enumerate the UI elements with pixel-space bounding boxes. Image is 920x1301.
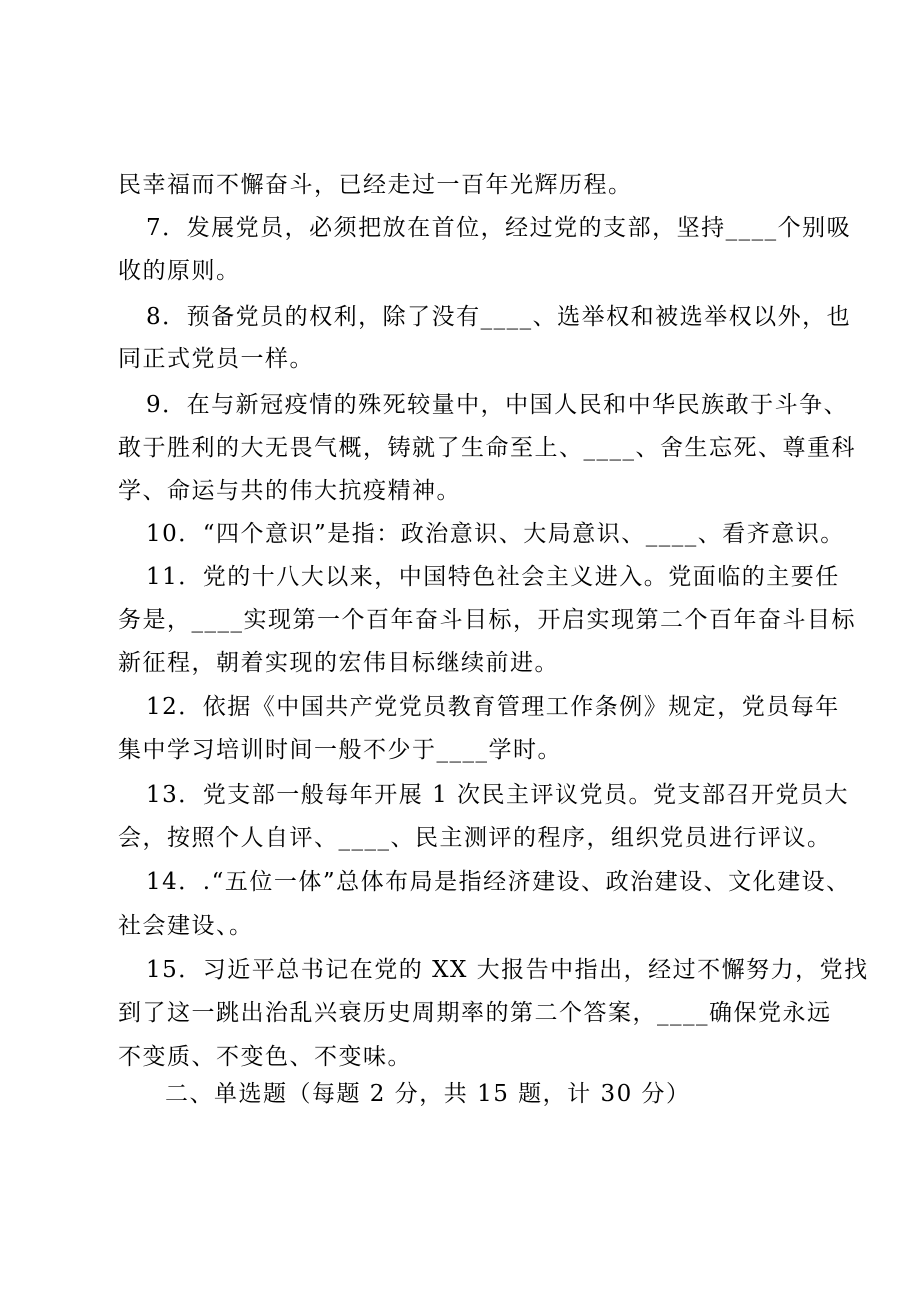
question-10-line-1: 10．“四个意识”是指：政治意识、大局意识、____、看齐意识。 <box>146 521 845 547</box>
question-9-line-1: 9．在与新冠疫情的殊死较量中，中国人民和中华民族敢于斗争、 <box>146 392 849 418</box>
text-line-1: 民幸福而不懈奋斗，已经走过一百年光辉历程。 <box>118 172 633 198</box>
question-11-line-3: 新征程，朝着实现的宏伟目标继续前进。 <box>118 650 559 676</box>
question-15-line-1: 15．习近平总书记在党的 XX 大报告中指出，经过不懈努力，党找 <box>146 957 869 983</box>
question-12-line-1: 12．依据《中国共产党党员教育管理工作条例》规定，党员每年 <box>146 694 840 720</box>
question-7-line-2: 收的原则。 <box>118 258 241 284</box>
question-11-line-2: 务是，____实现第一个百年奋斗目标，开启实现第二个百年奋斗目标 <box>118 607 856 633</box>
question-13-line-2: 会，按照个人自评、____、民主测评的程序，组织党员进行评议。 <box>118 825 832 851</box>
question-8-line-1: 8．预备党员的权利，除了没有____、选举权和被选举权以外，也 <box>146 304 852 330</box>
question-9-line-2: 敢于胜利的大无畏气概，铸就了生命至上、____、舍生忘死、尊重科 <box>118 435 856 461</box>
question-12-line-2: 集中学习培训时间一般不少于____学时。 <box>118 737 562 763</box>
question-14-line-2: 社会建设、。 <box>118 913 254 939</box>
question-15-line-2: 到了这一跳出治乱兴衰历史周期率的第二个答案，____确保党永远 <box>118 1000 832 1026</box>
question-7-line-1: 7．发展党员，必须把放在首位，经过党的支部，坚持____个别吸 <box>146 215 852 241</box>
question-14-line-1: 14．.“五位一体”总体布局是指经济建设、政治建设、文化建设、 <box>146 869 851 895</box>
section-heading-single-choice: 二、单选题（每题 2 分，共 15 题，计 30 分） <box>165 1081 691 1107</box>
question-9-line-3: 学、命运与共的伟大抗疫精神。 <box>118 478 461 504</box>
question-15-line-3: 不变质、不变色、不变味。 <box>118 1044 412 1070</box>
question-11-line-1: 11．党的十八大以来，中国特色社会主义进入。党面临的主要任 <box>146 564 840 590</box>
question-8-line-2: 同正式党员一样。 <box>118 346 314 372</box>
question-13-line-1: 13．党支部一般每年开展 1 次民主评议党员。党支部召开党员大 <box>146 782 850 808</box>
